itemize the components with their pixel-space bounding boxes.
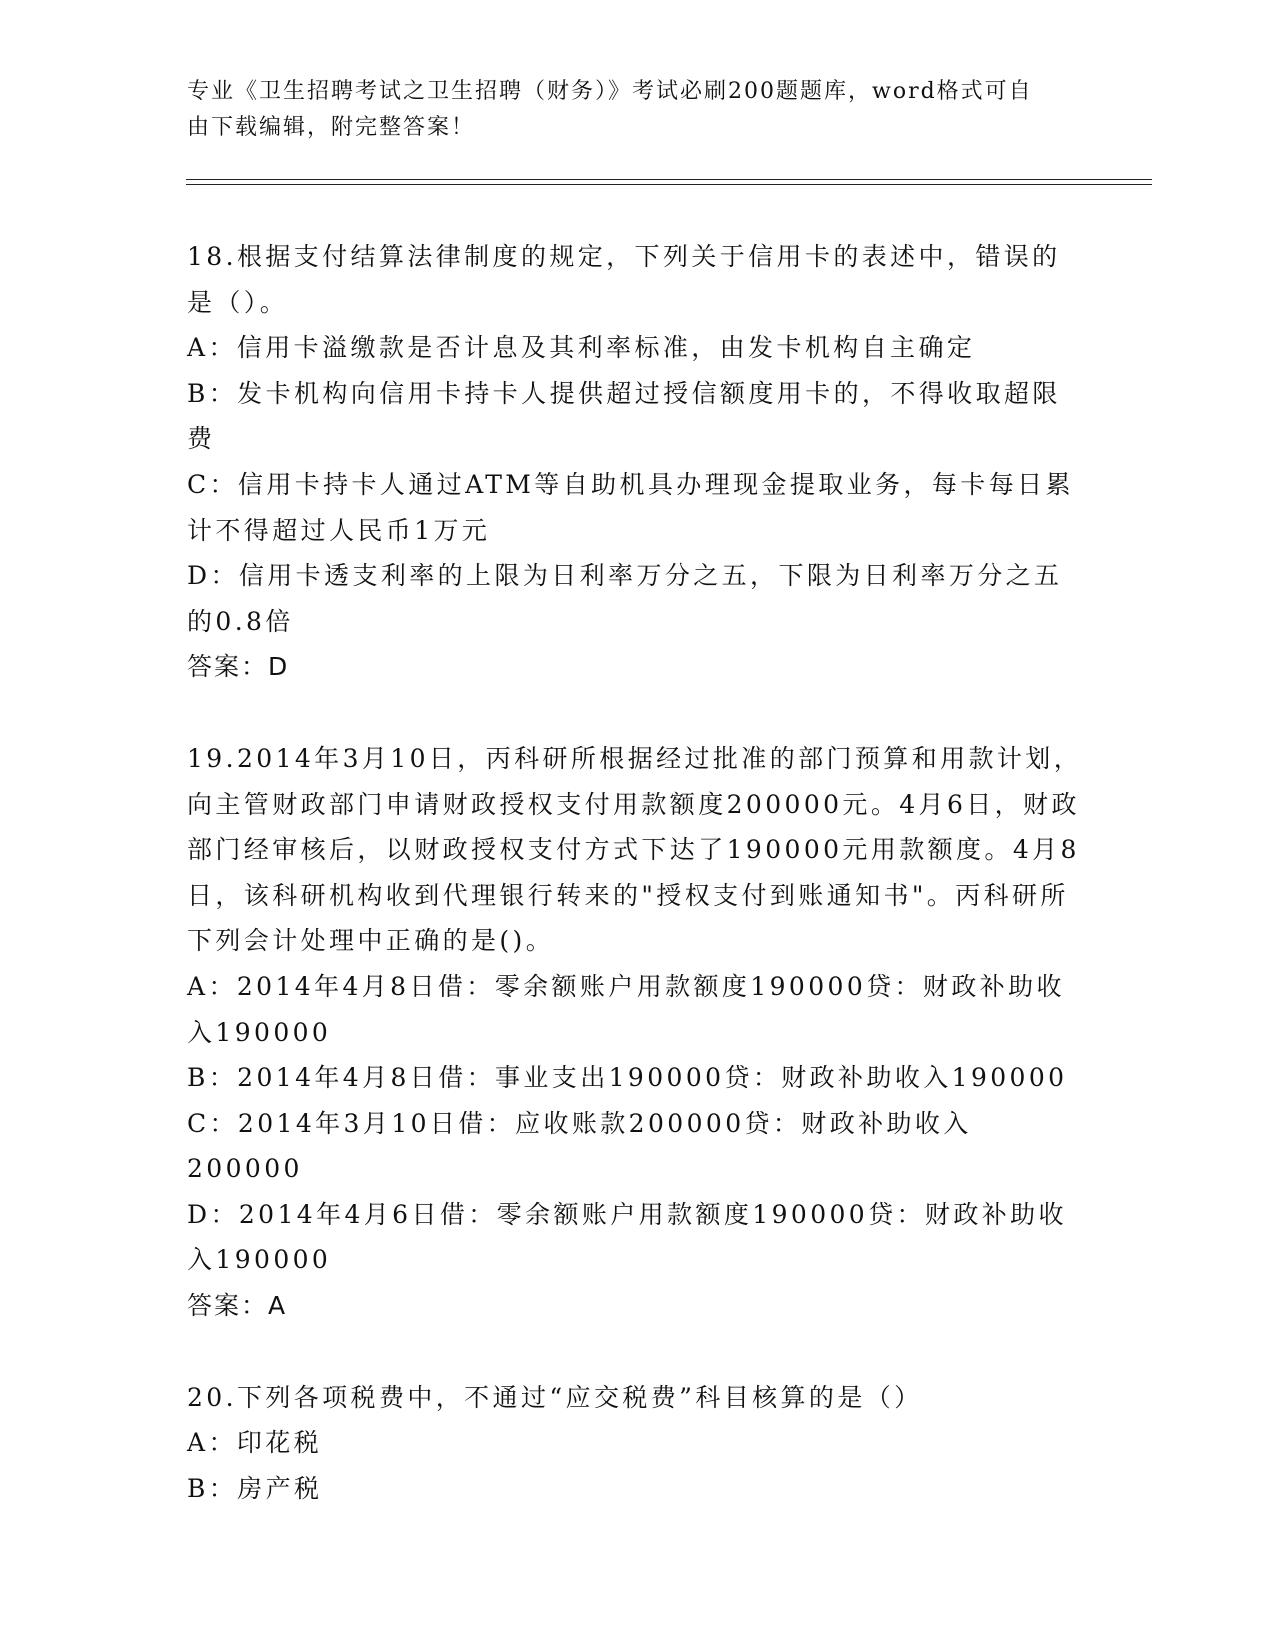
question-stem: 18.根据支付结算法律制度的规定，下列关于信用卡的表述中，错误的是（）。	[187, 242, 1061, 317]
answer: 答案：A	[187, 1291, 288, 1321]
question-list	[187, 234, 1087, 1511]
question-stem: 20.下列各项税费中，不通过“应交税费”科目核算的是（）	[187, 1382, 923, 1412]
option-b: B：2014年4月8日借：事业支出190000贷：财政补助收入190000	[187, 1063, 1068, 1093]
option-d: D：2014年4月6日借：零余额账户用款额度190000贷：财政补助收入190000	[187, 1199, 1067, 1275]
option-b: B：发卡机构向信用卡持卡人提供超过授信额度用卡的，不得收取超限费	[187, 378, 1061, 454]
option-d: D：信用卡透支利率的上限为日利率万分之五，下限为日利率万分之五的0.8倍	[187, 561, 1063, 636]
header-divider-top	[186, 179, 1152, 180]
option-b: B：房产税	[187, 1473, 323, 1503]
option-c: C：信用卡持卡人通过ATM等自助机具办理现金提取业务，每卡每日累计不得超过人民币1万元	[187, 469, 1074, 545]
option-c: C：2014年3月10日借：应收账款200000贷：财政补助收入200000	[187, 1108, 972, 1184]
header-line-2: 由下载编辑，附完整答案！	[187, 115, 476, 140]
header-divider-bottom	[186, 184, 1152, 185]
answer: 答案：D	[187, 652, 290, 682]
header-line-1: 专业《卫生招聘考试之卫生招聘（财务）》考试必刷200题题库，word格式可自	[187, 79, 1033, 104]
question-stem: 19.2014年3月10日，丙科研所根据经过批准的部门预算和用款计划，向主管财政部门申请财政授权支付用款额度200000元。4月6日，财政部门经审核后，以财政授权支付方式下达了190000元用款额度。4月8日，该科研机构收到代理银行转来的"授权支付到账通知书"。丙科研所下列会计处理中正确的是()。	[187, 743, 1083, 956]
option-a: A：信用卡溢缴款是否计息及其利率标准，由发卡机构自主确定	[187, 333, 976, 363]
document-header	[187, 74, 1067, 146]
option-a: A：印花税	[187, 1428, 323, 1458]
question-20	[187, 1375, 1087, 1512]
question-18	[187, 234, 1087, 690]
option-a: A：2014年4月8日借：零余额账户用款额度190000贷：财政补助收入190000	[187, 971, 1065, 1047]
question-19	[187, 736, 1087, 1329]
